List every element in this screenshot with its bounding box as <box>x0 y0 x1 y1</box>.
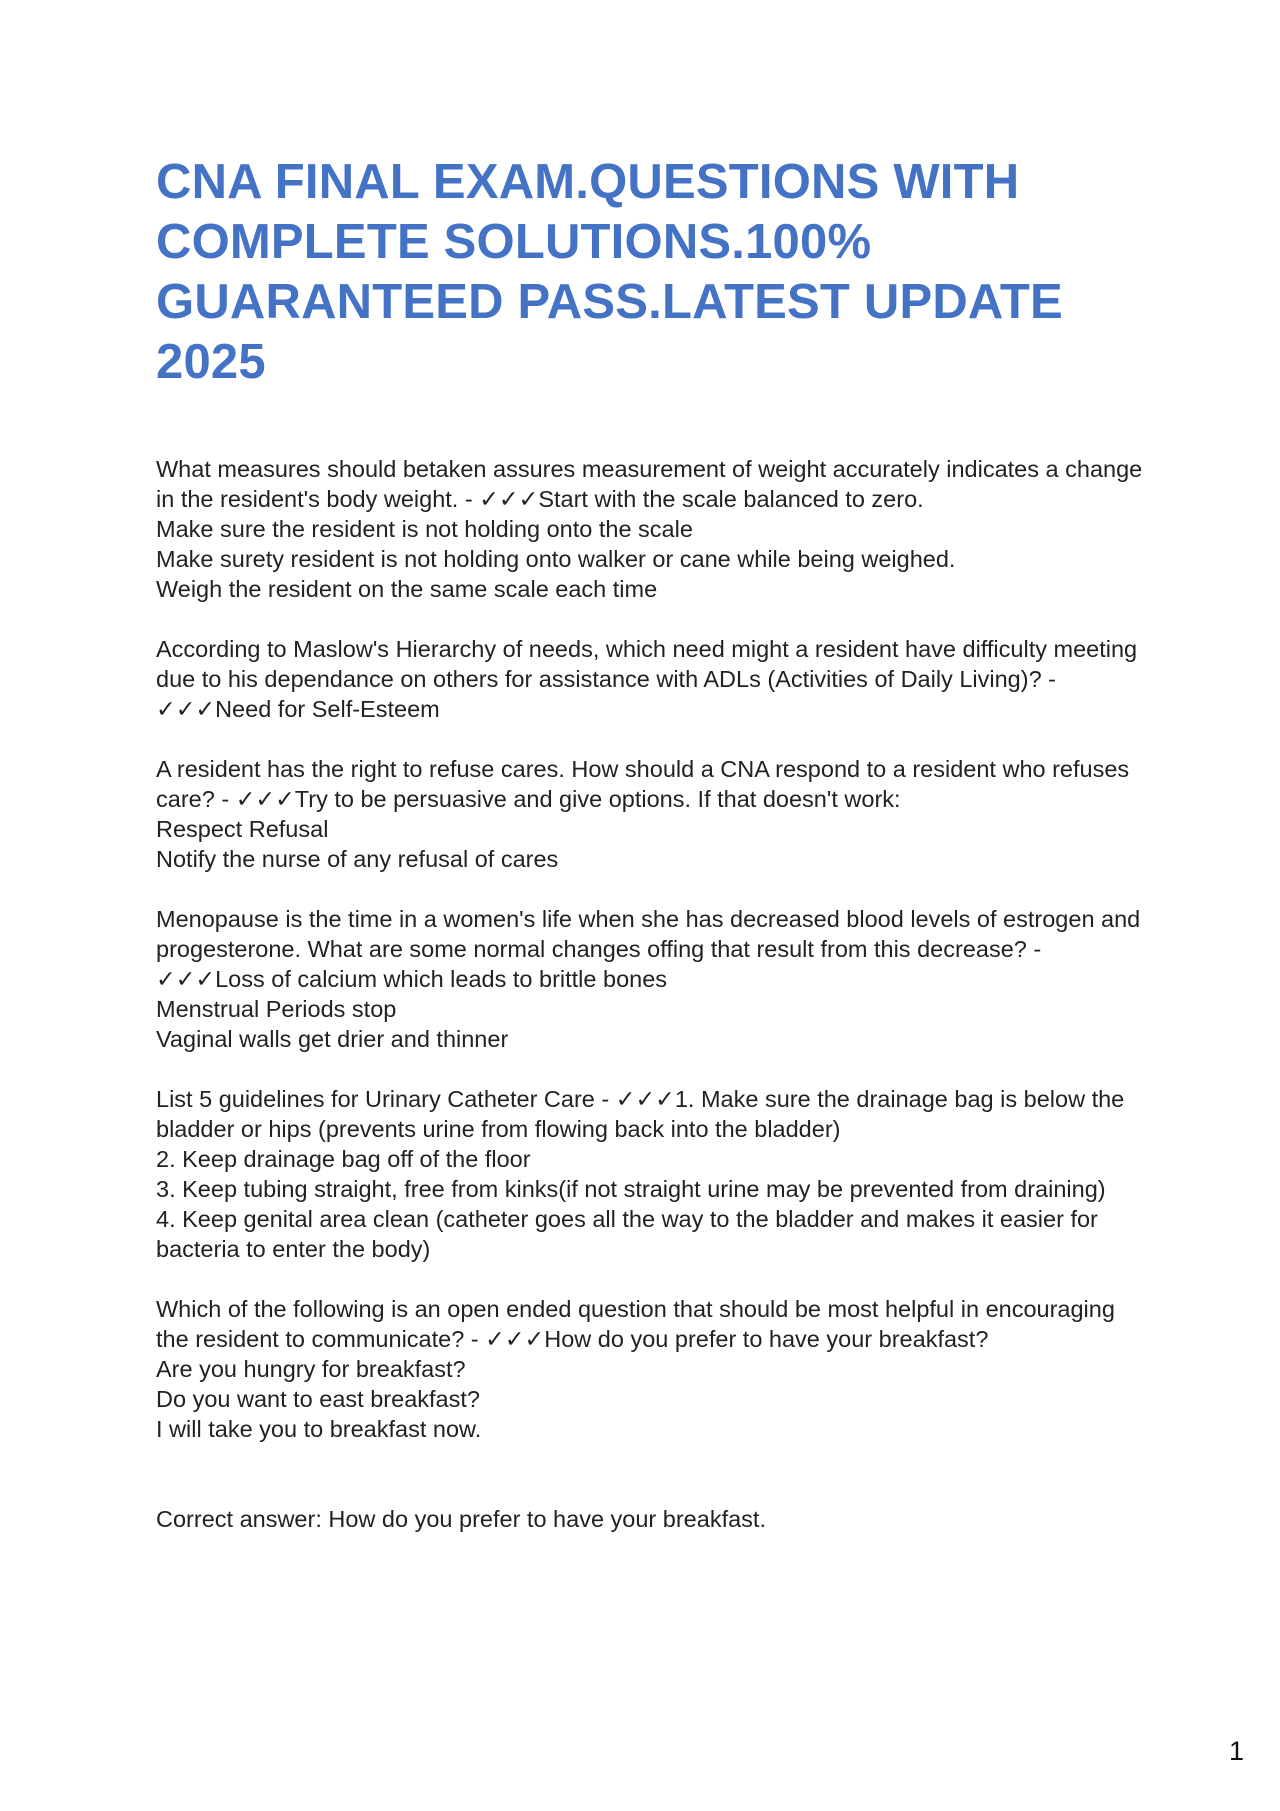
answer-line: Do you want to east breakfast? <box>156 1386 480 1412</box>
question-text: List 5 guidelines for Urinary Catheter Care <box>156 1086 595 1112</box>
answer-text: 1. Make sure the drainage bag is below the bladder or hips (prevents urine from flowing back into the bladder) <box>156 1086 1131 1142</box>
answer-line: Weigh the resident on the same scale each time <box>156 576 658 602</box>
document-page <box>156 152 1149 1564</box>
answer-text: How do you prefer to have your breakfast? <box>544 1326 989 1352</box>
question-text: What measures should betaken assures measurement of weight accurately indicates a change in the resident's body weight. <box>156 456 1149 512</box>
answer-line: Are you hungry for breakfast? <box>156 1356 466 1382</box>
answer-line: Make surety resident is not holding onto walker or cane while being weighed. <box>156 546 956 572</box>
answer-line: 4. Keep genital area clean (catheter goes all the way to the bladder and makes it easier for bacteria to enter the body) <box>156 1206 1105 1262</box>
correct-answer: Correct answer: How do you prefer to have your breakfast. <box>156 1506 766 1532</box>
question-line: Menopause is the time in a women's life when she has decreased blood levels of estrogen and progesterone. What are some normal changes offing that result from this decrease? - ✓✓✓Loss of calcium which leads to brittle bones <box>156 906 1147 993</box>
question-text: Menopause is the time in a women's life when she has decreased blood levels of estrogen and progesterone. What are some normal changes offing that result from this decrease? <box>156 906 1147 962</box>
answer-line: I will take you to breakfast now. <box>156 1416 482 1442</box>
qa-item <box>156 1084 1146 1264</box>
question-text: According to Maslow's Hierarchy of needs, which need might a resident have difficulty meeting due to his dependance on others for assistance with ADLs (Activities of Daily Living)? <box>156 636 1144 692</box>
checkmarks-icon: ✓✓✓ <box>615 1085 675 1113</box>
answer-text: Need for Self-Esteem <box>215 696 440 722</box>
checkmarks-icon: ✓✓✓ <box>156 695 216 723</box>
document-title: CNA FINAL EXAM.QUESTIONS WITH COMPLETE SOLUTIONS.100% GUARANTEED PASS.LATEST UPDATE 2025 <box>156 155 1063 389</box>
qa-item <box>156 634 1146 724</box>
qa-item <box>156 904 1146 1054</box>
answer-line: Make sure the resident is not holding onto the scale <box>156 516 693 542</box>
qa-item <box>156 1294 1146 1444</box>
answer-line: Vaginal walls get drier and thinner <box>156 1026 509 1052</box>
question-text: A resident has the right to refuse cares. How should a CNA respond to a resident who refuses care? <box>156 756 1136 812</box>
answer-text: Try to be persuasive and give options. If that doesn't work: <box>294 786 901 812</box>
question-line: A resident has the right to refuse cares. How should a CNA respond to a resident who refuses care? - ✓✓✓Try to be persuasive and give options. If that doesn't work: <box>156 756 1136 813</box>
question-line: What measures should betaken assures measurement of weight accurately indicates a change in the resident's body weight. - ✓✓✓Start with the scale balanced to zero. <box>156 456 1149 513</box>
answer-line: Notify the nurse of any refusal of cares <box>156 846 559 872</box>
qa-list <box>156 454 1149 1534</box>
answer-text: Loss of calcium which leads to brittle bones <box>215 966 668 992</box>
answer-line: 3. Keep tubing straight, free from kinks(if not straight urine may be prevented from draining) <box>156 1176 1106 1202</box>
answer-text: Start with the scale balanced to zero. <box>538 486 924 512</box>
question-line: Which of the following is an open ended question that should be most helpful in encouraging the resident to communicate? - ✓✓✓How do you prefer to have your breakfast? <box>156 1296 1122 1353</box>
page-number: 1 <box>1228 1736 1244 1766</box>
question-line: According to Maslow's Hierarchy of needs, which need might a resident have difficulty meeting due to his dependance on others for assistance with ADLs (Activities of Daily Living)? - ✓✓✓Need for Self-Esteem <box>156 636 1144 723</box>
qa-item <box>156 454 1149 604</box>
checkmarks-icon: ✓✓✓ <box>479 485 539 513</box>
answer-line: Respect Refusal <box>156 816 329 842</box>
question-line: List 5 guidelines for Urinary Catheter Care - ✓✓✓1. Make sure the drainage bag is below the bladder or hips (prevents urine from flowing back into the bladder) <box>156 1085 1131 1142</box>
answer-line: 2. Keep drainage bag off of the floor <box>156 1146 531 1172</box>
question-text: Which of the following is an open ended question that should be most helpful in encouraging the resident to communicate? <box>156 1296 1122 1352</box>
checkmarks-icon: ✓✓✓ <box>156 965 216 993</box>
answer-line: Menstrual Periods stop <box>156 996 397 1022</box>
qa-item <box>156 754 1146 874</box>
checkmarks-icon: ✓✓✓ <box>485 1325 545 1353</box>
checkmarks-icon: ✓✓✓ <box>235 785 295 813</box>
